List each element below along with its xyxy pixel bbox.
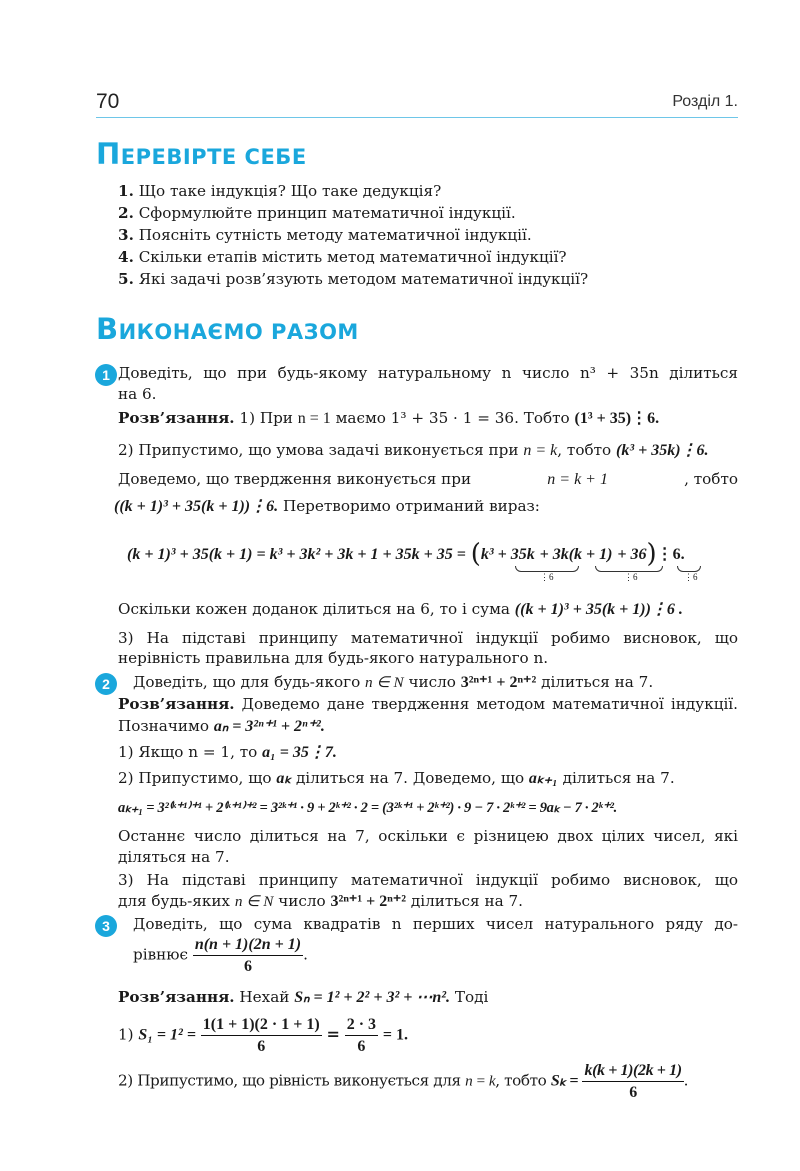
task-number-badge: 2 [95,673,117,695]
task2-step3-cont: діляться на 7. [118,848,230,866]
do-together-title: ВИКОНАЄМО РАЗОМ [96,312,359,346]
task2-denote: Позначимо aₙ = 3²ⁿ⁺¹ + 2ⁿ⁺². [118,717,325,735]
section-label: Розділ 1. [672,93,738,110]
task1-equation: (k + 1)³ + 35(k + 1) = k³ + 3k² + 3k + 1 + 35k + 35 = (k³ + 35k + 3k(k + 1) + 36)⋮6. [127,539,685,569]
task3-statement-cont: рівнює $\frac{n(n + 1)(2n + 1)}{6}$ . [133,936,308,975]
task1-step2: 2) Припустимо, що умова задачі виконується при n = k, тобто (k³ + 35k)⋮6. [118,441,709,459]
fraction: $\frac{n(n + 1)(2n + 1)}{6}$ [194,936,302,975]
task1-step4: ((k + 1)³ + 35(k + 1))⋮6. Перетворимо отриманий вираз: [114,497,540,515]
task1-step5: Оскільки кожен доданок ділиться на 6, то і сума ((k + 1)³ + 35(k + 1))⋮6 . [118,600,683,618]
question-item: 1. Що таке індукція? Що таке дедукція? [118,182,442,200]
task1-conclusion-cont: нерівність правильна для будь-якого натурального n. [118,649,549,667]
task2-equation: aₖ₊₁ = 3²⁽ᵏ⁺¹⁾⁺¹ + 2⁽ᵏ⁺¹⁾⁺² = 3²ᵏ⁺¹ · 9 + 2ᵏ⁺² · 2 = (3²ᵏ⁺¹ + 2ᵏ⁺²) · 9 − 7 · 2ᵏ⁺² = 9aₖ − 7 · 2ᵏ⁺². [118,800,617,816]
check-yourself-title: ПЕРЕВІРТЕ СЕБЕ [96,137,307,171]
task2-step2: 2) Припустимо, що aₖ ділиться на 7. Доведемо, що aₖ₊₁ ділиться на 7. [118,769,675,787]
question-item: 5. Які задачі розв’язують методом математичної індукції? [118,270,589,288]
divisible-label: ⋮6 [684,572,698,582]
task3-step1: 1) S₁ = 1² = $\frac{1(1 + 1)(2 \cdot 1 + 1)}{6}$ = $\frac{2 \cdot 3}{6}$ = 1. [118,1016,409,1055]
divisible-label: ⋮6 [540,572,554,582]
divisible-label: ⋮6 [624,572,638,582]
fraction: $\frac{k(k + 1)(2k + 1)}{6}$ [584,1062,682,1101]
task2-conclusion-cont: для будь-яких n ∈ N число 3²ⁿ⁺¹ + 2ⁿ⁺² ділиться на 7. [118,892,523,910]
task3-solution-intro: Розв’язання. Нехай Sₙ = 1² + 2² + 3² + ⋯n². Тоді [118,988,489,1006]
task1-step3: Доведемо, що твердження виконується при n = k + 1 , тобто [118,470,738,488]
question-item: 2. Сформулюйте принцип математичної індукції. [118,204,516,222]
question-item: 3. Поясніть сутність методу математичної індукції. [118,226,532,244]
question-item: 4. Скільки етапів містить метод математичної індукції? [118,248,567,266]
task1-conclusion: 3) На підставі принципу математичної індукції робимо висновок, що [118,629,738,647]
task3-statement: Доведіть, що сума квадратів n перших чисел натурального ряду до- [133,915,738,933]
task1-statement-cont: на 6. [118,385,157,403]
task2-statement: Доведіть, що для будь-якого n ∈ N число 3²ⁿ⁺¹ + 2ⁿ⁺² ділиться на 7. [133,673,654,691]
task2-conclusion: 3) На підставі принципу математичної індукції робимо висновок, що [118,871,738,889]
task-number-badge: 1 [95,364,117,386]
task1-step1: Розв’язання. 1) При n = 1 маємо 1³ + 35 · 1 = 36. Тобто (1³ + 35)⋮6. [118,409,660,427]
task2-step1: 1) Якщо n = 1, то a₁ = 35⋮7. [118,743,337,761]
task2-step3: Останнє число ділиться на 7, оскільки є різницею двох цілих чисел, які [118,827,738,845]
task-number-badge: 3 [95,915,117,937]
header-divider [96,117,738,118]
task2-solution-intro: Розв’язання. Доведемо дане твердження методом математичної індукції. [118,695,738,713]
fraction: $\frac{1(1 + 1)(2 \cdot 1 + 1)}{6}$ [202,1016,320,1055]
task1-statement: Доведіть, що при будь-якому натуральному n число n³ + 35n ділиться [118,364,738,382]
page-number: 70 [96,90,120,113]
fraction: $\frac{2 \cdot 3}{6}$ [346,1016,377,1055]
task3-step2: 2) Припустимо, що рівність виконується для n = k, тобто Sₖ = $\frac{k(k + 1)(2k + 1)}{6}$ . [118,1062,689,1101]
